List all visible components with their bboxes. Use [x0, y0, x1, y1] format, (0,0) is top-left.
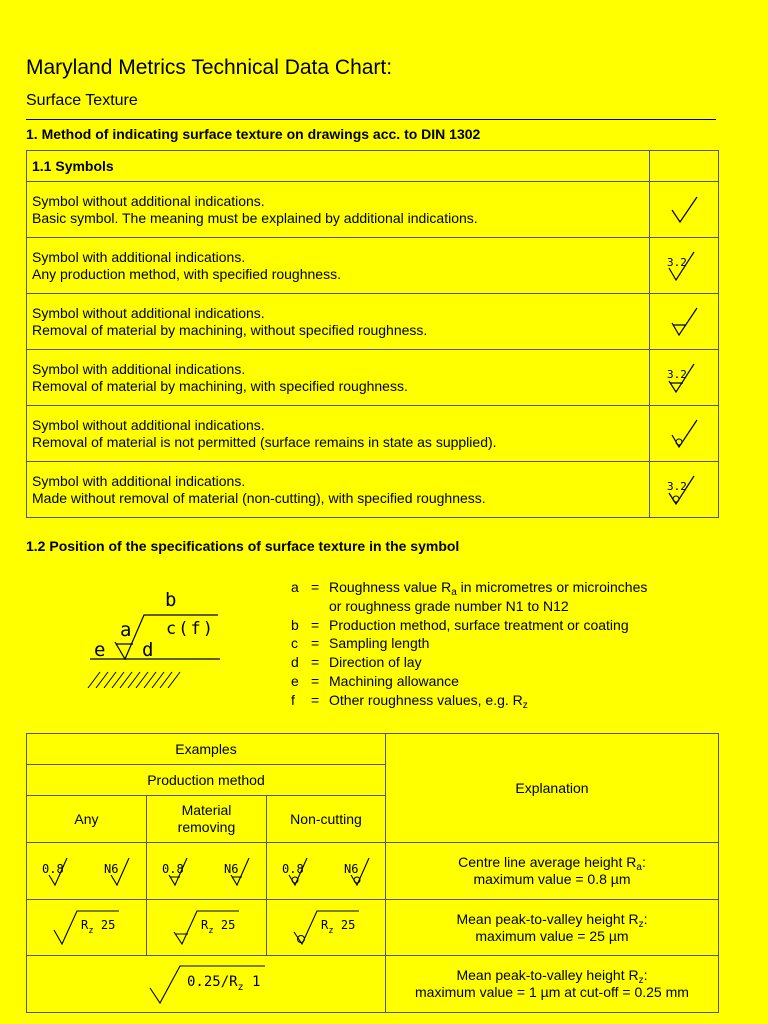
- example-noncutting-ra-symbols: [267, 845, 385, 895]
- legend-item: b = Production method, surface treatment or coating: [291, 616, 629, 633]
- non-cutting-roughness-symbol-icon: [664, 470, 704, 510]
- row-line-1: Symbol with additional indications.: [32, 248, 246, 265]
- table-row: [27, 182, 719, 238]
- explanation-ra: Centre line average height $R_a$: maximum value = 0.8 µm: [385, 843, 718, 900]
- column-any: Any: [27, 796, 147, 843]
- roughness-value: 3.2: [667, 479, 687, 493]
- diagram-label-a: a: [120, 619, 132, 641]
- legend-item: d = Direction of lay: [291, 654, 422, 671]
- legend-equals: =: [311, 579, 320, 595]
- row-line-2: Removal of material is not permitted (surface remains in state as supplied).: [32, 433, 497, 450]
- diagram-label-d: d: [142, 639, 154, 661]
- legend-value: Roughness value $R_a$ in micrometres or microinches: [329, 579, 648, 598]
- machining-roughness-symbol-icon: [664, 358, 704, 398]
- explanation-rz: Mean peak-to-valley height $R_z$: maximum value = 25 µm: [385, 900, 718, 956]
- section-1-heading: 1. Method of indicating surface texture on drawings acc. to DIN 1302: [26, 126, 481, 142]
- diagram-label-cf: c(f): [166, 619, 215, 639]
- example-noncutting-rz-symbol: [267, 901, 385, 951]
- table-row: [27, 238, 719, 294]
- symbols-table: [26, 150, 719, 518]
- example-value-rz: $R_z$ 25: [201, 918, 236, 936]
- production-method-header: Production method: [27, 765, 386, 796]
- symbols-header-empty-cell: [650, 151, 719, 182]
- example-value-ra: 0.8: [42, 861, 65, 876]
- no-removal-symbol-icon: [664, 414, 704, 454]
- example-value-ra: 0.8: [162, 861, 185, 876]
- table-row: [27, 462, 719, 518]
- example-material-rz-symbol: [147, 901, 265, 951]
- roughness-symbol-icon: [664, 246, 704, 286]
- row-line-2: Any production method, with specified roughness.: [32, 265, 341, 282]
- row-line-2: Removal of material by machining, without specified roughness.: [32, 321, 428, 338]
- example-any-rz-symbol: [27, 901, 145, 951]
- row-line-2: Made without removal of material (non-cutting), with specified roughness.: [32, 489, 486, 506]
- table-row: [27, 843, 719, 900]
- example-value-rz: $R_z$ 25: [320, 918, 356, 936]
- machining-symbol-icon: [664, 302, 704, 342]
- column-non-cutting: Non-cutting: [266, 796, 385, 843]
- page-subtitle: Surface Texture: [26, 92, 138, 109]
- example-combined-symbol: [27, 958, 384, 1008]
- example-value-grade: N6: [104, 861, 119, 876]
- example-any-ra-symbols: [27, 845, 145, 895]
- example-value-ra: 0.8: [281, 861, 304, 876]
- row-line-2: Basic symbol. The meaning must be explained by additional indications.: [32, 209, 478, 226]
- row-line-2: Removal of material by machining, with specified roughness.: [32, 377, 408, 394]
- examples-header: Examples: [27, 734, 386, 765]
- diagram-label-e: e: [94, 639, 106, 661]
- example-value-grade: N6: [343, 861, 359, 876]
- table-row: [27, 406, 719, 462]
- legend-item: e = Machining allowance: [291, 672, 459, 689]
- example-value-grade: N6: [224, 861, 239, 876]
- example-value-combined: $0.25/R_z$ 1: [187, 973, 261, 993]
- examples-table: [26, 733, 719, 1013]
- example-material-ra-symbols: [147, 845, 265, 895]
- table-row: [27, 900, 719, 956]
- basic-surface-symbol-icon: [664, 190, 704, 230]
- row-line-1: Symbol without additional indications.: [32, 192, 265, 209]
- page-title: Maryland Metrics Technical Data Chart:: [26, 56, 393, 79]
- row-line-1: Symbol with additional indications.: [32, 472, 246, 489]
- column-material-removing: Material removing: [146, 796, 266, 843]
- section-2-heading: 1.2 Position of the specifications of surface texture in the symbol: [26, 538, 460, 554]
- row-line-1: Symbol with additional indications.: [32, 360, 246, 377]
- roughness-value: 3.2: [667, 367, 687, 381]
- table-row: [27, 350, 719, 406]
- row-line-1: Symbol without additional indications.: [32, 304, 265, 321]
- row-line-1: Symbol without additional indications.: [32, 416, 265, 433]
- symbols-table-header: 1.1 Symbols: [27, 151, 650, 182]
- divider: [26, 119, 716, 120]
- legend-item: c = Sampling length: [291, 635, 430, 652]
- legend-item: f = Other roughness values, e.g. $R_z$: [291, 691, 528, 711]
- table-row: [27, 294, 719, 350]
- symbol-position-diagram: [80, 584, 230, 688]
- example-value-rz: $R_z$ 25: [81, 918, 116, 936]
- roughness-value: 3.2: [667, 255, 687, 269]
- explanation-header: Explanation: [385, 734, 718, 843]
- legend-item: [291, 578, 647, 597]
- position-legend: [291, 578, 647, 710]
- legend-key: a: [291, 579, 299, 595]
- legend-continuation: or roughness grade number N1 to N12: [329, 597, 569, 614]
- explanation-cutoff: Mean peak-to-valley height $R_z$: maximum value = 1 µm at cut-off = 0.25 mm: [385, 956, 718, 1013]
- table-row: [27, 956, 719, 1013]
- diagram-label-b: b: [165, 589, 177, 611]
